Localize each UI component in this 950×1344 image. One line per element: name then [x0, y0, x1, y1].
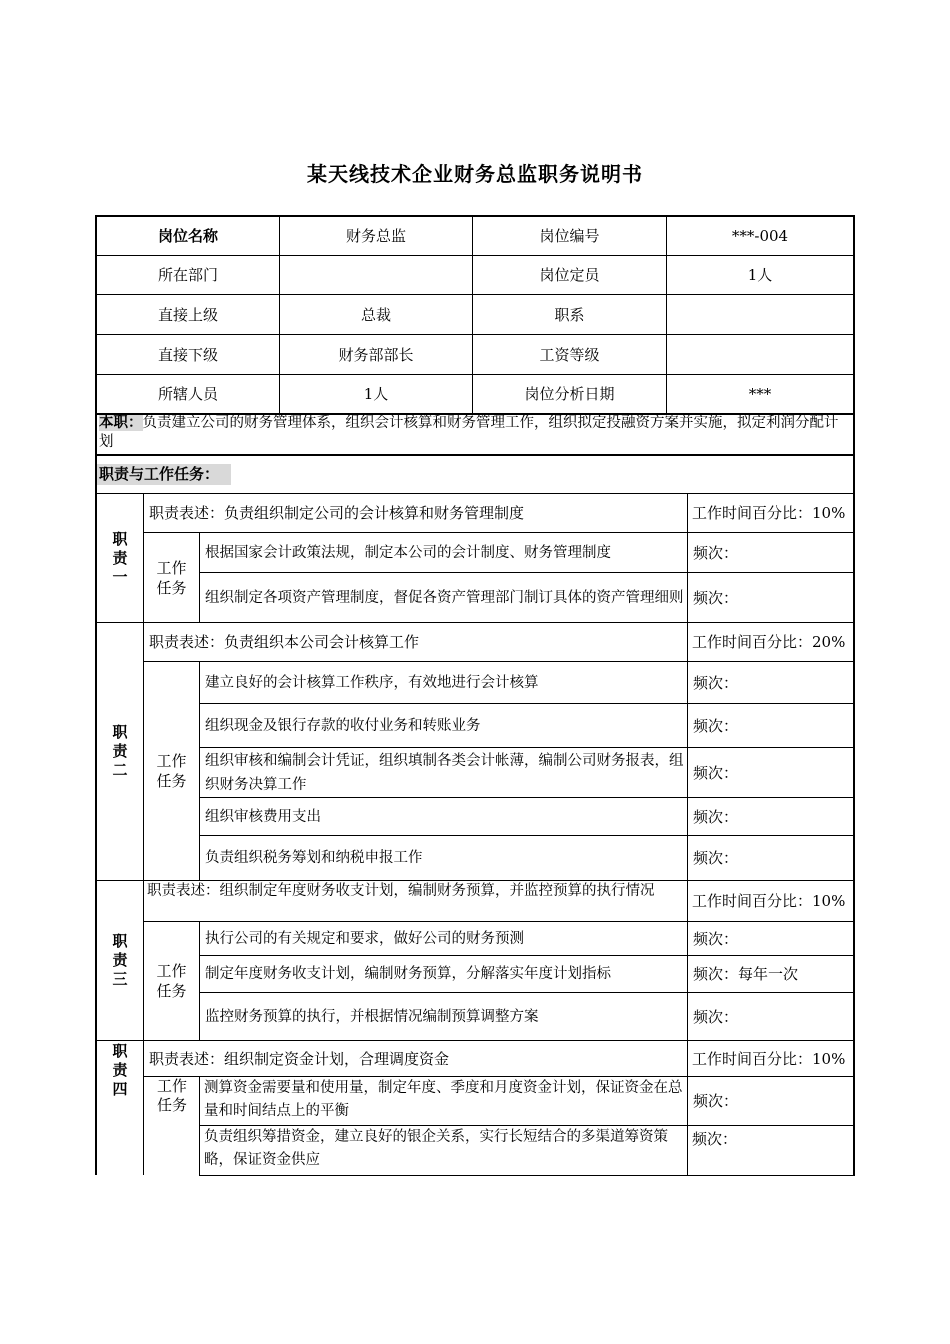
position-code-value: ***-004 [731, 227, 789, 245]
job-family-value [667, 295, 853, 334]
duty-2-task-4-freq: 频次： [693, 807, 739, 826]
duty-3-task-label: 工作任务 [156, 962, 187, 1000]
duty-3-percent: 工作时间百分比：10% [692, 892, 846, 910]
subordinate-label: 直接下级 [157, 345, 218, 364]
duty-3-task-3: 监控财务预算的执行，并根据情况编制预算调整方案 [205, 1008, 539, 1025]
duty-2-task-2-freq: 频次： [693, 716, 739, 735]
duty-1-task-2-freq: 频次： [693, 588, 739, 607]
duty-3-task-2-freq: 频次：每年一次 [693, 965, 799, 983]
position-name-value: 财务总监 [345, 227, 406, 245]
core-duty [99, 414, 851, 452]
duty-4-percent: 工作时间百分比：10% [692, 1049, 846, 1068]
duty-3-task-1: 执行公司的有关规定和要求，做好公司的财务预测 [205, 930, 524, 947]
page-title: 某天线技术企业财务总监职务说明书 [307, 162, 643, 186]
duty-2-task-3: 组织审核和编制会计凭证，组织填制各类会计帐薄，编制公司财务报表，组织财务决算工作 [205, 752, 684, 793]
salary-grade-value [667, 335, 853, 374]
duty-1-task-2: 组织制定各项资产管理制度，督促各资产管理部门制订具体的资产管理细则 [205, 589, 684, 606]
duty-1-statement: 职责表述：负责组织制定公司的会计核算和财务管理制度 [149, 504, 525, 522]
headcount-label: 岗位定员 [539, 266, 600, 284]
duty-1-label: 职 责 一 [112, 529, 128, 586]
duty-3-task-1-freq: 频次： [693, 929, 739, 948]
staff-count-label: 所辖人员 [157, 385, 218, 403]
duty-2-label: 职 责 二 [112, 723, 128, 779]
duty-4-statement: 职责表述：组织制定资金计划，合理调度资金 [149, 1049, 450, 1068]
job-family-label: 职系 [554, 305, 585, 324]
analysis-date-label: 岗位分析日期 [524, 385, 615, 403]
duty-3-statement: 职责表述：组织制定年度财务收支计划，编制财务预算，并监控预算的执行情况 [147, 883, 655, 899]
duty-4-task-2-freq: 频次： [692, 1130, 738, 1148]
duty-2-task-4: 组织审核费用支出 [205, 808, 321, 825]
analysis-date-value: *** [748, 385, 772, 403]
staff-count-value: 1人 [363, 385, 389, 403]
supervisor-value: 总裁 [360, 305, 391, 324]
core-duty-text: 负责建立公司的财务管理体系，组织会计核算和财务管理工作，组织拟定投融资方案并实施，拟定利润分配计划 [99, 415, 839, 450]
duty-2-statement: 职责表述：负责组织本公司会计核算工作 [149, 633, 420, 651]
position-name-label: 岗位名称 [157, 227, 218, 245]
duty-3-task-2: 制定年度财务收支计划，编制财务预算，分解落实年度计划指标 [205, 966, 611, 982]
duty-2-task-5-freq: 频次： [693, 849, 739, 867]
core-duty-label: 本职： [99, 415, 143, 431]
duty-2-task-label: 工作任务 [156, 752, 187, 790]
duty-2-task-1: 建立良好的会计核算工作秩序，有效地进行会计核算 [205, 674, 539, 691]
duty-2-task-1-freq: 频次： [693, 673, 739, 692]
duty-4-task-label: 工作 任务 [156, 1077, 187, 1114]
duty-4-label: 职 责 四 [112, 1042, 128, 1098]
duty-2-percent: 工作时间百分比：20% [692, 633, 846, 651]
duty-1-percent: 工作时间百分比：10% [692, 504, 846, 522]
duty-2-task-5: 负责组织税务筹划和纳税申报工作 [205, 850, 423, 866]
duty-1-task-label: 工作任务 [156, 558, 187, 597]
duty-4-task-2: 负责组织筹措资金，建立良好的银企关系，实行长短结合的多渠道筹资策略，保证资金供应 [204, 1129, 668, 1168]
duty-1-task-1: 根据国家会计政策法规，制定本公司的会计制度、财务管理制度 [205, 544, 611, 561]
headcount-value: 1人 [747, 266, 773, 284]
duty-4-task-1-freq: 频次： [693, 1092, 739, 1110]
position-code-label: 岗位编号 [539, 227, 600, 245]
department-label: 所在部门 [157, 266, 218, 284]
duties-header: 职责与工作任务： [97, 464, 231, 485]
duty-4-task-1: 测算资金需要量和使用量，制定年度、季度和月度资金计划，保证资金在总量和时间结点上的平衡 [204, 1080, 683, 1119]
duty-2-task-3-freq: 频次： [693, 763, 739, 782]
supervisor-label: 直接上级 [157, 305, 218, 324]
salary-grade-label: 工资等级 [539, 345, 600, 364]
duty-1-task-1-freq: 频次： [693, 543, 739, 562]
department-value [280, 256, 472, 294]
subordinate-value: 财务部部长 [338, 345, 414, 364]
duty-2-task-2: 组织现金及银行存款的收付业务和转账业务 [205, 717, 481, 734]
duty-3-task-3-freq: 频次： [693, 1007, 739, 1026]
duty-3-label: 职 责 三 [112, 932, 128, 988]
